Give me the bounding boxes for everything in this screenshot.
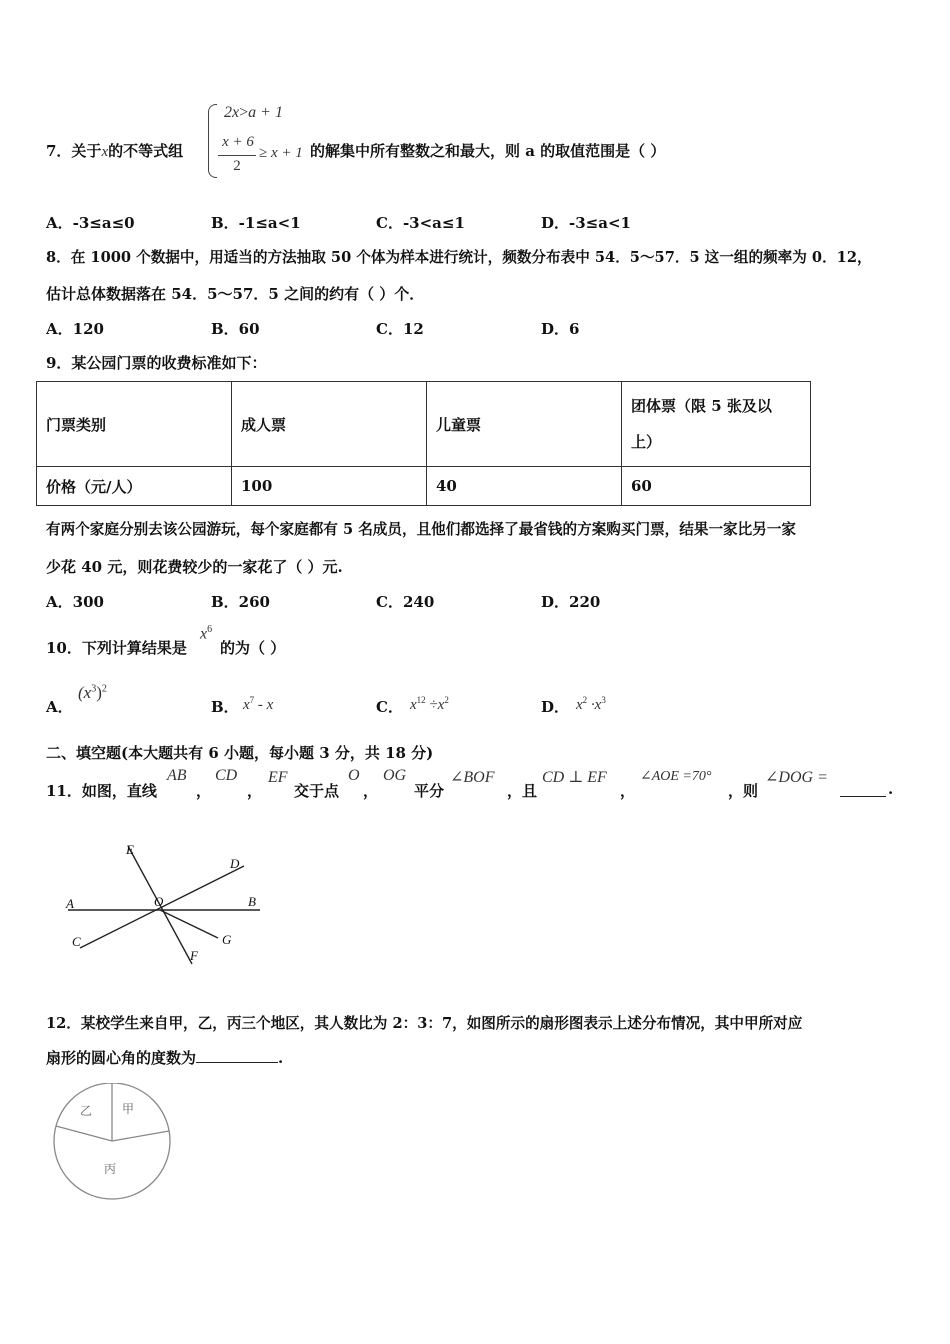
section-2-heading: 二、填空题(本大题共有 6 小题，每小题 3 分，共 18 分) [46, 744, 434, 762]
q12-line-2: 扇形的圆心角的度数为 . [46, 1049, 284, 1067]
q9-option-c: C．240 [376, 593, 435, 611]
q12-line-1: 12．某校学生来自甲，乙，丙三个地区，其人数比为 2：3：7，如图所示的扇形图表示上述分布情况，其中甲所对应 [46, 1015, 803, 1032]
q7-fraction-bar [218, 155, 256, 156]
point-label-o: O [154, 894, 164, 909]
q11-prefix: 11．如图，直线 [46, 782, 157, 800]
point-label-g: G [222, 932, 232, 947]
q11-qie: ，且 [507, 782, 538, 800]
q11-angle-dog: ∠DOG = [765, 769, 828, 786]
table-row [37, 467, 811, 506]
q11-lines-figure [60, 838, 270, 973]
q12-answer-blank[interactable] [196, 1048, 278, 1063]
q10-option-b-label: B． [211, 698, 239, 716]
q10-stem: 10．下列计算结果是 [46, 639, 187, 657]
q10-option-d-expr: $x^2 \cdot x^3$ [576, 695, 606, 713]
q8-option-c: C．12 [376, 320, 424, 338]
ray-og [160, 910, 218, 938]
q9-line-2: 少花 40 元，则花费较少的一家花了（ ）元. [46, 558, 343, 576]
q11-cd: CD [215, 767, 238, 784]
point-label-b: B [248, 894, 256, 909]
q12-pie-chart [48, 1083, 178, 1205]
q11-og: OG [383, 767, 407, 784]
q11-comma-1: ， [196, 782, 212, 800]
pie-divider-left [56, 1126, 112, 1141]
q7-fraction-denominator: 2 [233, 158, 241, 174]
table-cell [622, 382, 811, 467]
q7-inequality-2-rhs: ≥ x + 1 [259, 145, 303, 161]
q9-line-1: 有两个家庭分别去该公园游玩，每个家庭都有 5 名成员，且他们都选择了最省钱的方案购买门票，结果一家比另一家 [46, 521, 797, 538]
q11-o: O [348, 767, 360, 784]
q7-option-d: D．-3≤a<1 [541, 214, 631, 232]
q7-inequality-1: 2x>a + 1 [224, 104, 283, 121]
q11-answer-blank[interactable] [840, 781, 886, 797]
q10-stem-suffix: 的为（ ） [220, 639, 286, 657]
q11-comma-2: ， [247, 782, 263, 800]
q11-ze: ，则 [728, 782, 759, 800]
q9-option-d: D．220 [541, 593, 601, 611]
q7-stem: 7．关于x的不等式组 [46, 142, 184, 160]
q11-perp: CD ⊥ EF [542, 769, 607, 786]
q11-period: . [888, 780, 894, 798]
q9-option-a: A．300 [46, 593, 104, 611]
point-label-d: D [230, 856, 240, 871]
group-ticket-label-line-2: 上） [631, 433, 662, 451]
q11-comma-3: ， [363, 782, 379, 800]
q11-angle-aoe: ∠AOE =70° [640, 769, 712, 784]
q9-option-b: B．260 [211, 593, 270, 611]
table-cell: 价格（元/人） [37, 467, 232, 506]
table-cell: 100 [232, 467, 427, 506]
q8-line-1: 8．在 1000 个数据中，用适当的方法抽取 50 个体为样本进行统计，频数分布表中 54．5～57．5 这一组的频率为 0．12， [46, 249, 872, 266]
q11-jiaoyu: 交于点 [294, 782, 340, 800]
group-ticket-label-line-1: 团体票（限 5 张及以 [631, 397, 772, 415]
table-row [37, 382, 811, 467]
pie-label-bing: 丙 [104, 1162, 117, 1176]
q11-comma-4: ， [620, 782, 636, 800]
q7-option-c: C．-3<a≤1 [376, 214, 465, 232]
point-label-e: E [126, 842, 134, 857]
q7-stem-suffix: 的解集中所有整数之和最大，则 a 的取值范围是（ ） [310, 142, 666, 160]
q10-option-a-expr: $(x^3)^2$ [78, 683, 107, 702]
q7-option-a: A．-3≤a≤0 [46, 214, 135, 232]
q7-brace [208, 104, 217, 178]
q8-line-2: 估计总体数据落在 54．5～57．5 之间的约有（ ）个． [46, 285, 425, 303]
ticket-price-table [36, 381, 811, 506]
q11-pingfen: 平分 [414, 782, 445, 800]
pie-label-jia: 甲 [122, 1102, 135, 1116]
q7-fraction-numerator: x + 6 [222, 134, 254, 150]
q11-ab: AB [167, 767, 187, 784]
table-cell: 儿童票 [427, 382, 622, 467]
table-cell: 40 [427, 467, 622, 506]
point-label-c: C [72, 934, 81, 949]
q10-option-b-expr: $x^7$ - x [243, 695, 274, 713]
table-cell: 成人票 [232, 382, 427, 467]
q10-option-c-label: C． [376, 698, 403, 716]
table-cell: 门票类别 [37, 382, 232, 467]
q9-title: 9．某公园门票的收费标准如下： [46, 354, 267, 372]
q8-option-d: D．6 [541, 320, 580, 338]
q10-x6: $x^6$ [200, 624, 213, 643]
q7-option-b: B．-1≤a<1 [211, 214, 301, 232]
q8-option-a: A．120 [46, 320, 104, 338]
pie-divider-right [112, 1131, 169, 1141]
q11-angle-bof: ∠BOF [450, 769, 495, 786]
q8-option-b: B．60 [211, 320, 260, 338]
point-label-f: F [190, 948, 198, 963]
pie-label-yi: 乙 [80, 1104, 93, 1118]
point-label-a: A [66, 896, 74, 911]
q11-ef: EF [268, 769, 288, 786]
q10-option-a-label: A． [46, 698, 73, 716]
table-cell: 60 [622, 467, 811, 506]
q10-option-d-label: D． [541, 698, 570, 716]
q10-option-c-expr: $x^{12} \div x^2$ [410, 695, 449, 713]
